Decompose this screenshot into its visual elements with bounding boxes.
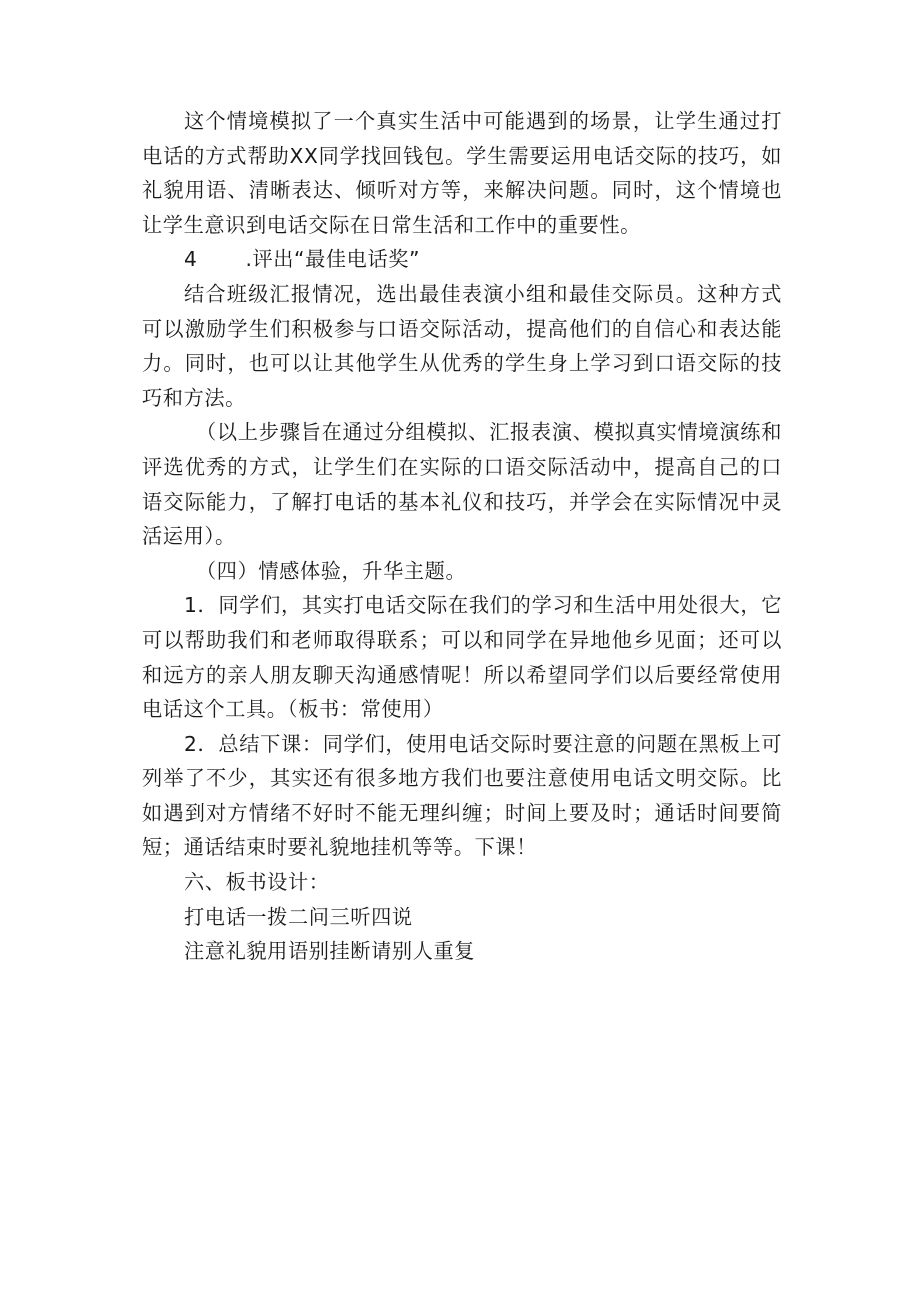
- point-2: 2．总结下课：同学们，使用电话交际时要注意的问题在黑板上可列举了不少，其实还有很多地方我们也要注意使用电话文明交际。比如遇到对方情绪不好时不能无理纠缠；时间上要及时；通话时间要简短；通话结束时要礼貌地挂机等等。下课！: [142, 731, 782, 860]
- item-4-heading: [142, 242, 782, 277]
- board-design-heading: 六、板书设计：: [184, 870, 330, 895]
- item-4-number: 4: [184, 247, 198, 272]
- point-1: 1．同学们，其实打电话交际在我们的学习和生活中用处很大，它可以帮助我们和老师取得联系；可以和同学在异地他乡见面；还可以和远方的亲人朋友聊天沟通感情呢！所以希望同学们以后要经常使用电话这个工具。（板书：常使用）: [142, 593, 782, 722]
- item-4-title: .评出“最佳电话奖”: [245, 247, 421, 272]
- section-4-heading: （四）情感体验，升华主题。: [196, 558, 467, 583]
- paragraph-summary-note: （以上步骤旨在通过分组模拟、汇报表演、模拟真实情境演练和评选优秀的方式，让学生们在实际的口语交际活动中，提高自己的口语交际能力，了解打电话的基本礼仪和技巧，并学会在实际情况中灵活运用）。: [142, 420, 782, 549]
- board-design-line-2: 注意礼貌用语别挂断请别人重复: [184, 939, 476, 964]
- board-design-line-1: 打电话一拨二问三听四说: [184, 904, 413, 929]
- paragraph-scenario: 这个情境模拟了一个真实生活中可能遇到的场景，让学生通过打电话的方式帮助XX同学找回钱包。学生需要运用电话交际的技巧，如礼貌用语、清晰表达、倾听对方等，来解决问题。同时，这个情境也让学生意识到电话交际在日常生活和工作中的重要性。: [142, 109, 782, 237]
- document-body: [142, 104, 782, 969]
- paragraph-award: 结合班级汇报情况，选出最佳表演小组和最佳交际员。这种方式可以激励学生们积极参与口语交际活动，提高他们的自信心和表达能力。同时，也可以让其他学生从优秀的学生身上学习到口语交际的技巧和方法。: [142, 281, 782, 410]
